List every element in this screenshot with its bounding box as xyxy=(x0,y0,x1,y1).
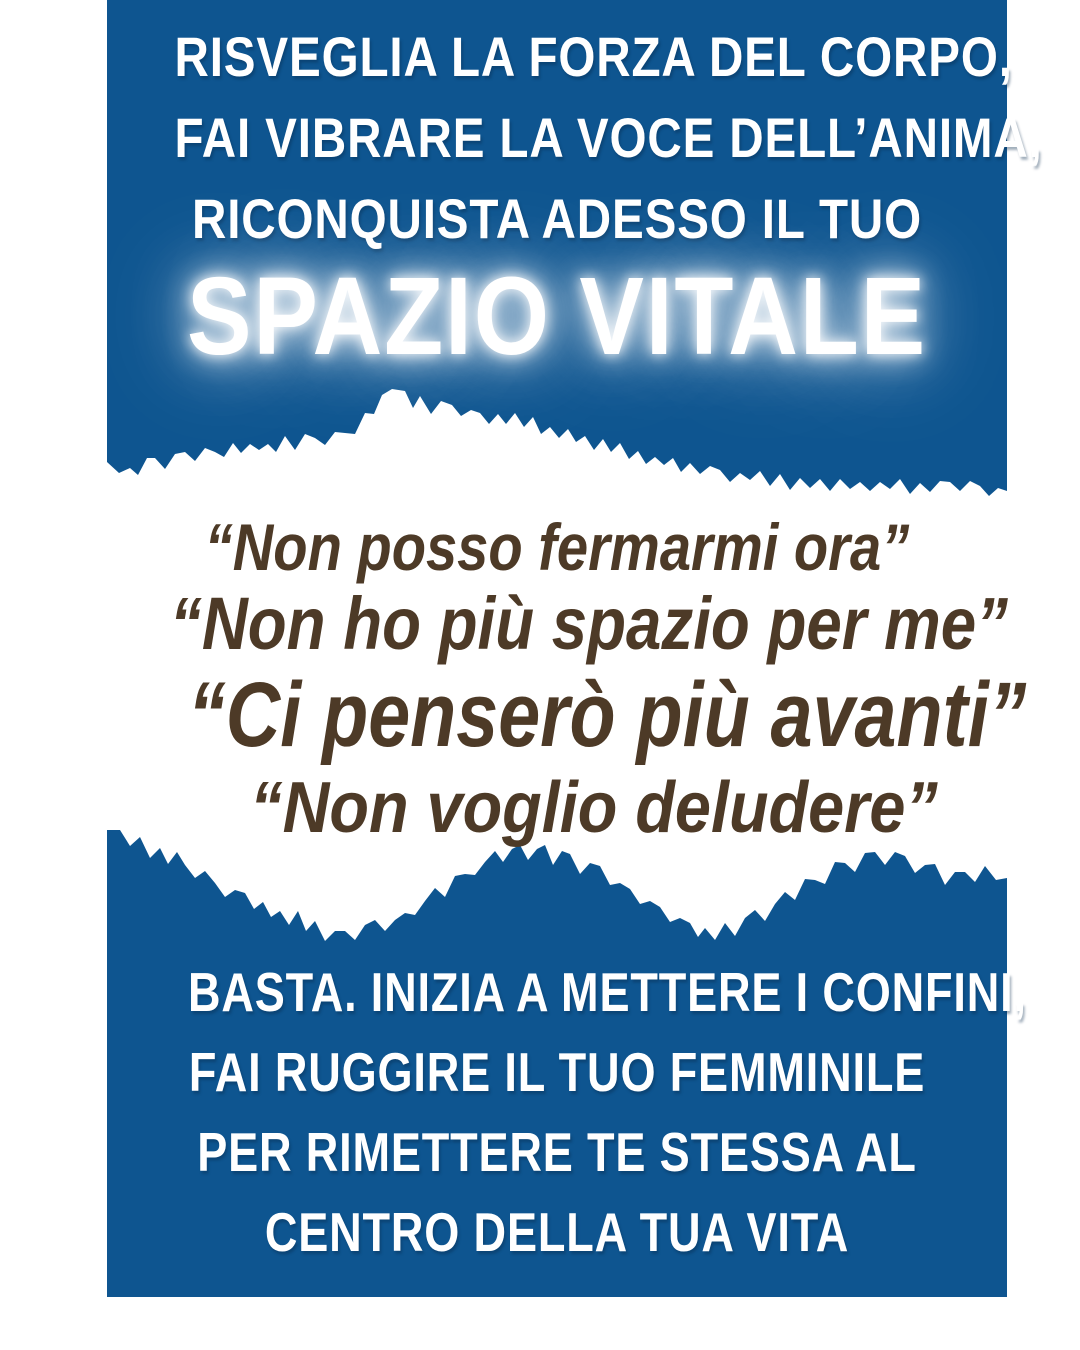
quote-line-2: “Non ho più spazio per me” xyxy=(170,582,1008,665)
quote-line-3: “Ci penserò più avanti” xyxy=(188,664,1027,766)
bottom-line-3: PER RIMETTERE TE STESSA AL xyxy=(197,1121,917,1183)
quote-line-1: “Non posso fermarmi ora” xyxy=(204,510,910,584)
torn-paper-panel xyxy=(107,0,1043,1297)
top-intro-line-2: FAI VIBRARE LA VOCE DELL’ANIMA, xyxy=(174,106,1043,169)
bottom-section xyxy=(107,952,1027,1272)
quotes-section xyxy=(107,510,1027,848)
bottom-line-2: FAI RUGGIRE IL TUO FEMMINILE xyxy=(188,1041,926,1103)
bottom-line-1: BASTA. INIZIA A METTERE I CONFINI, xyxy=(188,961,1027,1023)
bottom-line-4: CENTRO DELLA TUA VITA xyxy=(264,1201,850,1263)
top-intro-line-3: RICONQUISTA ADESSO IL TUO xyxy=(191,187,922,250)
top-section xyxy=(107,16,1043,378)
highlight-title: SPAZIO VITALE xyxy=(187,255,927,378)
quote-line-4: “Non voglio deludere” xyxy=(250,768,938,848)
top-intro-line-1: RISVEGLIA LA FORZA DEL CORPO, xyxy=(174,25,1013,88)
